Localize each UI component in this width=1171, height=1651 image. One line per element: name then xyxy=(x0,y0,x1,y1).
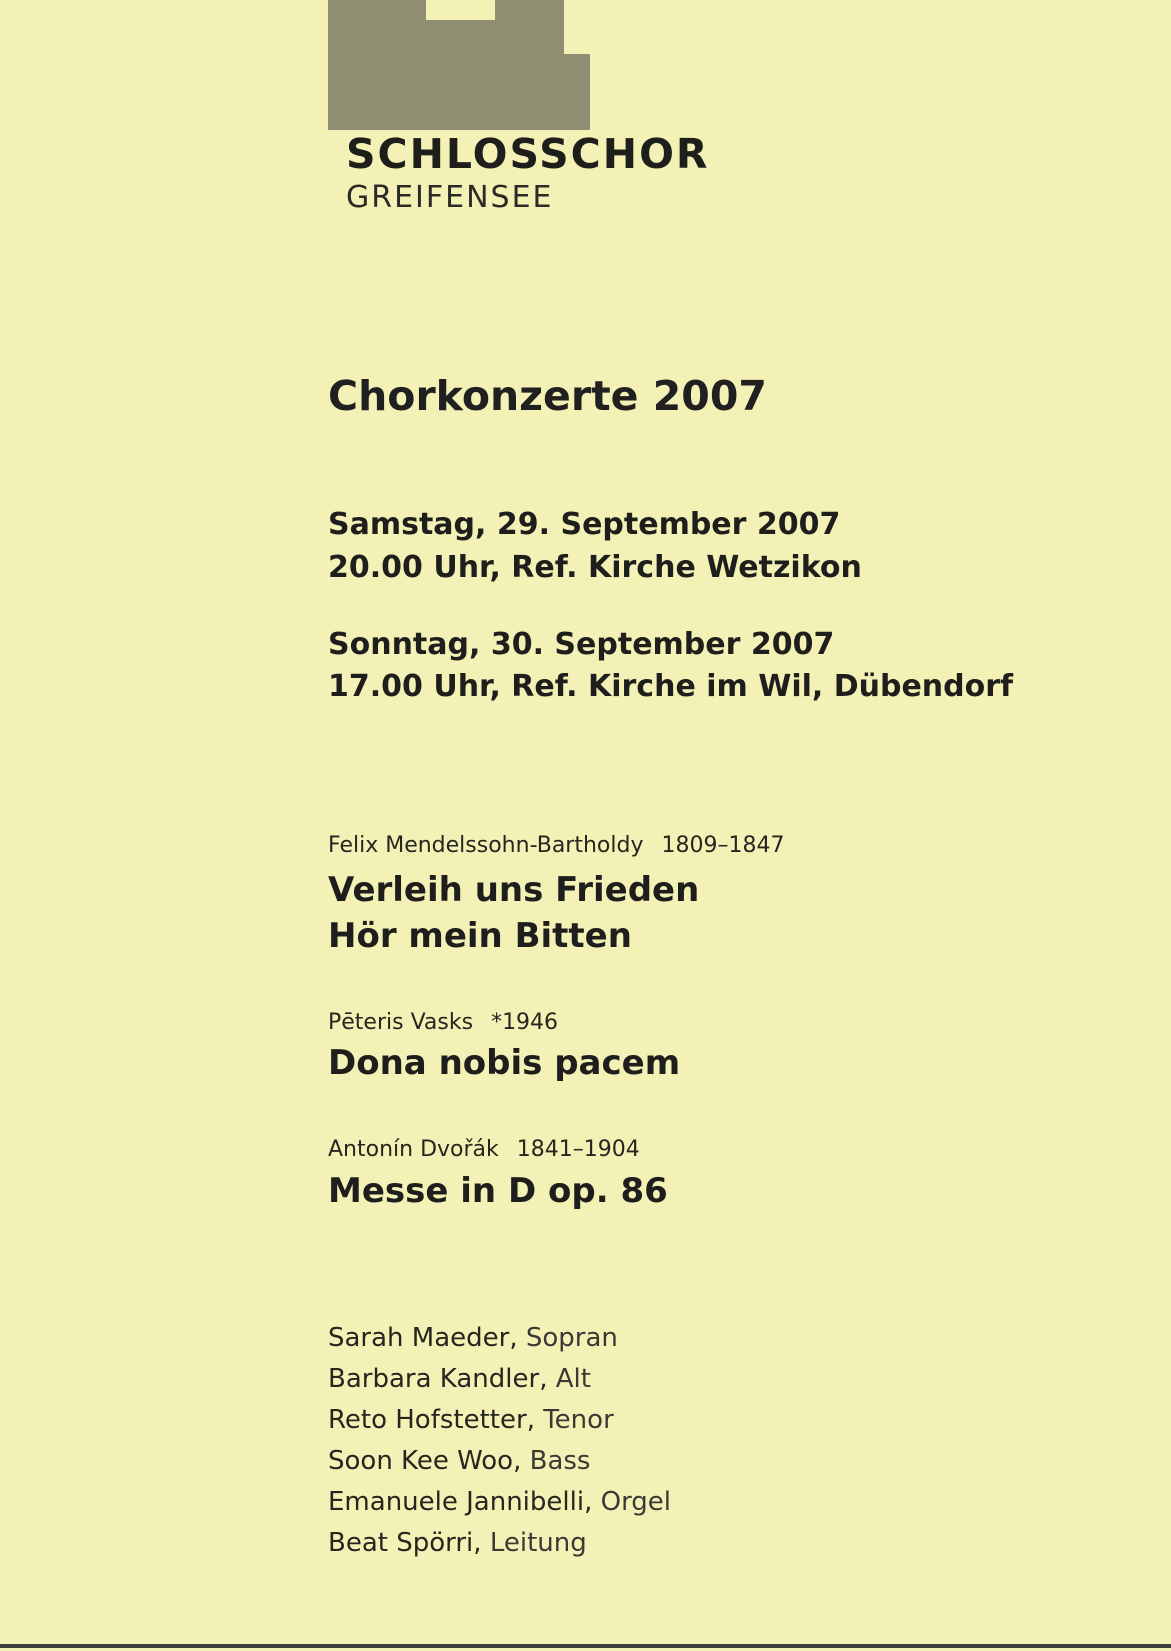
performer-item: Reto Hofstetter, Tenor xyxy=(328,1405,614,1435)
performer-item: Beat Spörri, Leitung xyxy=(328,1528,587,1558)
performer-role: Alt xyxy=(555,1364,591,1394)
performer-item: Sarah Maeder, Sopran xyxy=(328,1323,618,1353)
performer-name: Barbara Kandler xyxy=(328,1364,540,1394)
composer-name: Antonín Dvořák xyxy=(328,1137,499,1162)
composer-years: 1841–1904 xyxy=(516,1137,640,1162)
composer-years: *1946 xyxy=(491,1010,559,1035)
work-title: Dona nobis pacem xyxy=(328,1043,681,1083)
composer-name: Felix Mendelssohn-Bartholdy xyxy=(328,833,644,858)
performer-role: Orgel xyxy=(600,1487,672,1517)
performer-list xyxy=(328,1323,671,1569)
performer-name: Emanuele Jannibelli xyxy=(328,1487,585,1517)
concert-1-time-place: 20.00 Uhr, Ref. Kirche Wetzikon xyxy=(328,550,862,585)
castle-tower-icon xyxy=(328,0,590,130)
performer-role: Leitung xyxy=(489,1528,587,1558)
concert-1-date: Samstag, 29. September 2007 xyxy=(328,507,841,542)
performer-role: Bass xyxy=(529,1446,591,1476)
performer-role: Sopran xyxy=(525,1323,618,1353)
work-title: Verleih uns Frieden xyxy=(328,870,700,910)
composer-years: 1809–1847 xyxy=(661,833,785,858)
bottom-divider xyxy=(0,1644,1171,1648)
concert-2-time-place: 17.00 Uhr, Ref. Kirche im Wil, Dübendorf xyxy=(328,669,1014,704)
org-name: SCHLOSSCHOR xyxy=(346,130,710,178)
performer-item: Soon Kee Woo, Bass xyxy=(328,1446,591,1476)
concert-2-date: Sonntag, 30. September 2007 xyxy=(328,627,835,662)
performer-name: Beat Spörri xyxy=(328,1528,474,1558)
composer-line xyxy=(328,833,784,858)
performer-role: Tenor xyxy=(543,1405,614,1435)
work-title: Hör mein Bitten xyxy=(328,916,632,956)
performer-name: Soon Kee Woo xyxy=(328,1446,514,1476)
page-title: Chorkonzerte 2007 xyxy=(328,372,767,420)
composer-name: Pēteris Vasks xyxy=(328,1010,474,1035)
performer-name: Reto Hofstetter xyxy=(328,1405,527,1435)
performer-item: Barbara Kandler, Alt xyxy=(328,1364,591,1394)
composer-line xyxy=(328,1010,558,1035)
work-title: Messe in D op. 86 xyxy=(328,1171,668,1211)
composer-line xyxy=(328,1137,640,1162)
performer-item: Emanuele Jannibelli, Orgel xyxy=(328,1487,672,1517)
performer-name: Sarah Maeder xyxy=(328,1323,510,1353)
org-location: GREIFENSEE xyxy=(346,180,554,215)
